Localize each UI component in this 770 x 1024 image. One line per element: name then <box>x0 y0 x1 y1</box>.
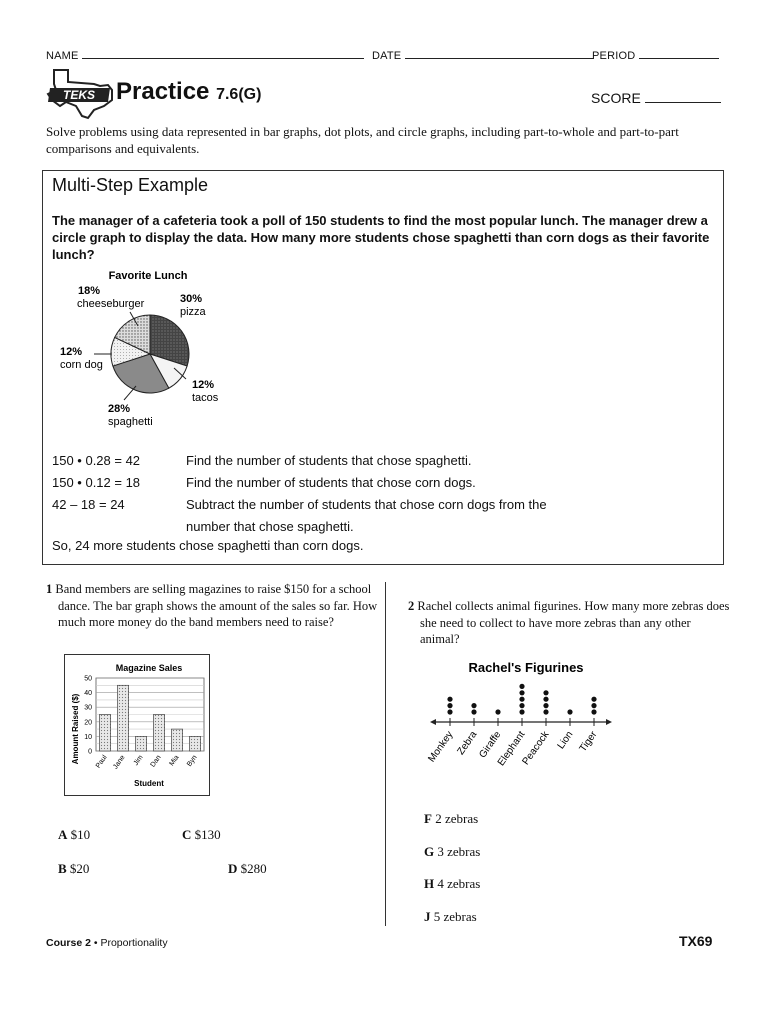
bar-chart-title: Magazine Sales <box>115 663 183 673</box>
magazine-sales-chart <box>64 654 210 796</box>
q2-option-h[interactable] <box>424 876 480 892</box>
q2-option-j-value: 5 zebras <box>433 909 477 924</box>
bar-dan <box>153 715 164 752</box>
dot-elephant <box>519 709 524 714</box>
q2-option-j[interactable] <box>424 909 477 925</box>
standard-label: 7.6(G) <box>216 86 262 103</box>
bar-category-label: Paul <box>94 754 109 770</box>
name-line[interactable] <box>82 46 364 59</box>
q1-option-d-value: $280 <box>240 861 267 876</box>
dot-elephant <box>519 703 524 708</box>
page-number: TX69 <box>679 933 713 949</box>
corndog-label: corn dog <box>60 359 103 371</box>
date-field <box>372 46 593 62</box>
q2-option-g-letter: G <box>424 844 435 859</box>
q2-option-h-value: 4 zebras <box>437 876 481 891</box>
dot-elephant <box>519 684 524 689</box>
score-label: SCORE <box>591 90 641 106</box>
corndog-pct: 12% <box>60 346 83 358</box>
pizza-pct: 30% <box>180 293 203 305</box>
spaghetti-pct: 28% <box>108 403 131 415</box>
name-field <box>46 46 364 62</box>
logo-text: TEKS <box>62 88 96 102</box>
dot-lion <box>567 709 572 714</box>
date-label: DATE <box>372 50 402 62</box>
dot-category-label: Lion <box>555 729 576 752</box>
q2-option-f[interactable] <box>424 811 478 827</box>
step-1-calc: 150 • 0.28 = 42 <box>52 453 141 468</box>
cheeseburger-pct: 18% <box>78 285 101 297</box>
dot-zebra <box>471 703 476 708</box>
tacos-pct: 12% <box>192 379 215 391</box>
dot-category-label: Elephant <box>495 729 528 769</box>
practice-label: Practice <box>116 78 210 105</box>
q2-option-f-value: 2 zebras <box>435 811 479 826</box>
q1-text: Band members are selling magazines to raise $150 for a school dance. The bar graph shows the amount of the sales so far. How much more money do the band members need to raise? <box>55 582 378 629</box>
q2-option-h-letter: H <box>424 876 435 891</box>
dot-elephant <box>519 690 524 695</box>
dot-category-label: Zebra <box>455 729 480 758</box>
bar-category-label: Byn <box>185 754 199 769</box>
q2-option-f-letter: F <box>424 811 432 826</box>
score-field <box>591 88 721 106</box>
q2-text: Rachel collects animal figurines. How many more zebras does she need to collect to have more zebras than any other animal? <box>417 599 730 646</box>
example-conclusion: So, 24 more students chose spaghetti than corn dogs. <box>52 538 364 553</box>
dot-giraffe <box>495 709 500 714</box>
bar-jim <box>135 736 146 751</box>
bar-jane <box>117 685 128 751</box>
teks-logo <box>42 66 116 122</box>
footer-bullet: • <box>93 937 98 949</box>
bar-category-label: Dan <box>149 754 163 769</box>
footer-course-label: Course 2 <box>46 937 91 949</box>
cheeseburger-label: cheeseburger <box>77 298 145 310</box>
step-3-text2: number that chose spaghetti. <box>186 519 354 534</box>
bar-category-label: Mia <box>168 754 181 768</box>
period-field <box>592 46 719 62</box>
q1-option-c-letter: C <box>182 827 192 842</box>
q2-option-g-value: 3 zebras <box>437 844 481 859</box>
footer-course <box>46 937 168 949</box>
footer-topic: Proportionality <box>100 937 168 949</box>
bar-ytick-label: 50 <box>84 675 92 683</box>
q1-option-a[interactable] <box>58 827 90 843</box>
dot-category-label: Giraffe <box>477 729 504 761</box>
bar-chart-ylabel: Amount Raised ($) <box>71 693 80 765</box>
dot-peacock <box>543 697 548 702</box>
example-heading: Multi-Step Example <box>52 175 209 195</box>
rachels-figurines-chart <box>420 655 620 785</box>
score-line[interactable] <box>645 88 721 103</box>
column-divider <box>385 582 386 926</box>
period-line[interactable] <box>639 46 719 59</box>
dot-monkey <box>447 709 452 714</box>
steps-calcs <box>52 450 140 516</box>
bar-ytick-label: 40 <box>84 690 92 698</box>
dot-peacock <box>543 709 548 714</box>
step-3-text: Subtract the number of students that chose corn dogs from the <box>186 497 547 512</box>
bar-category-label: Jane <box>112 754 127 771</box>
date-line[interactable] <box>405 46 593 59</box>
bar-paul <box>99 715 110 752</box>
q2-option-g[interactable] <box>424 844 480 860</box>
step-2-text: Find the number of students that chose corn dogs. <box>186 475 476 490</box>
q2-text-block <box>408 598 730 648</box>
practice-title <box>116 78 261 106</box>
dot-plot-title: Rachel's Figurines <box>468 660 584 675</box>
dot-category-label: Peacock <box>520 729 552 768</box>
q1-option-d-letter: D <box>228 861 238 876</box>
dot-elephant <box>519 697 524 702</box>
q1-number: 1 <box>46 582 53 596</box>
dot-peacock <box>543 690 548 695</box>
dot-category-label: Tiger <box>577 729 600 755</box>
bar-category-label: Jim <box>132 754 145 768</box>
dot-tiger <box>591 697 596 702</box>
dot-category-label: Monkey <box>426 729 456 765</box>
example-problem: The manager of a cafeteria took a poll of 150 students to find the most popular lunch. The manager drew a circle graph to display the data. How many more students chose spaghetti than corn dogs as their favorite lunch? <box>52 213 710 262</box>
intro-text: Solve problems using data represented in bar graphs, dot plots, and circle graphs, including part-to-whole and part-to-part comparisons and equivalents. <box>46 124 679 156</box>
name-label: NAME <box>46 50 79 62</box>
q1-option-a-value: $10 <box>70 827 91 842</box>
period-label: PERIOD <box>592 50 636 62</box>
tacos-label: tacos <box>192 392 219 404</box>
bar-byn <box>189 736 200 751</box>
step-1-text: Find the number of students that chose spaghetti. <box>186 453 472 468</box>
bar-ytick-label: 20 <box>84 719 92 727</box>
bar-chart-xlabel: Student <box>134 779 164 788</box>
dot-monkey <box>447 703 452 708</box>
q1-option-b-letter: B <box>58 861 67 876</box>
spaghetti-label: spaghetti <box>108 416 153 428</box>
step-3-calc: 42 – 18 = 24 <box>52 497 125 512</box>
q1-option-c-value: $130 <box>194 827 221 842</box>
axis-arrow-left <box>430 719 436 725</box>
dot-zebra <box>471 709 476 714</box>
step-2-calc: 150 • 0.12 = 18 <box>52 475 141 490</box>
dot-monkey <box>447 697 452 702</box>
dot-tiger <box>591 703 596 708</box>
q1-text-block <box>46 581 380 631</box>
bar-ytick-label: 0 <box>88 748 92 756</box>
pizza-label: pizza <box>180 306 206 318</box>
pie-title: Favorite Lunch <box>108 270 188 282</box>
axis-arrow-right <box>606 719 612 725</box>
q1-option-c[interactable] <box>182 827 221 843</box>
steps-text <box>186 450 706 538</box>
q2-option-j-letter: J <box>424 909 431 924</box>
bar-ytick-label: 10 <box>84 733 92 741</box>
q2-number: 2 <box>408 599 415 613</box>
dot-tiger <box>591 709 596 714</box>
q1-option-b-value: $20 <box>69 861 90 876</box>
dot-peacock <box>543 703 548 708</box>
bar-mia <box>171 729 182 751</box>
favorite-lunch-chart <box>50 264 250 444</box>
q1-option-d[interactable] <box>228 861 267 877</box>
q1-option-a-letter: A <box>58 827 68 842</box>
bar-ytick-label: 30 <box>84 704 92 712</box>
q1-option-b[interactable] <box>58 861 89 877</box>
